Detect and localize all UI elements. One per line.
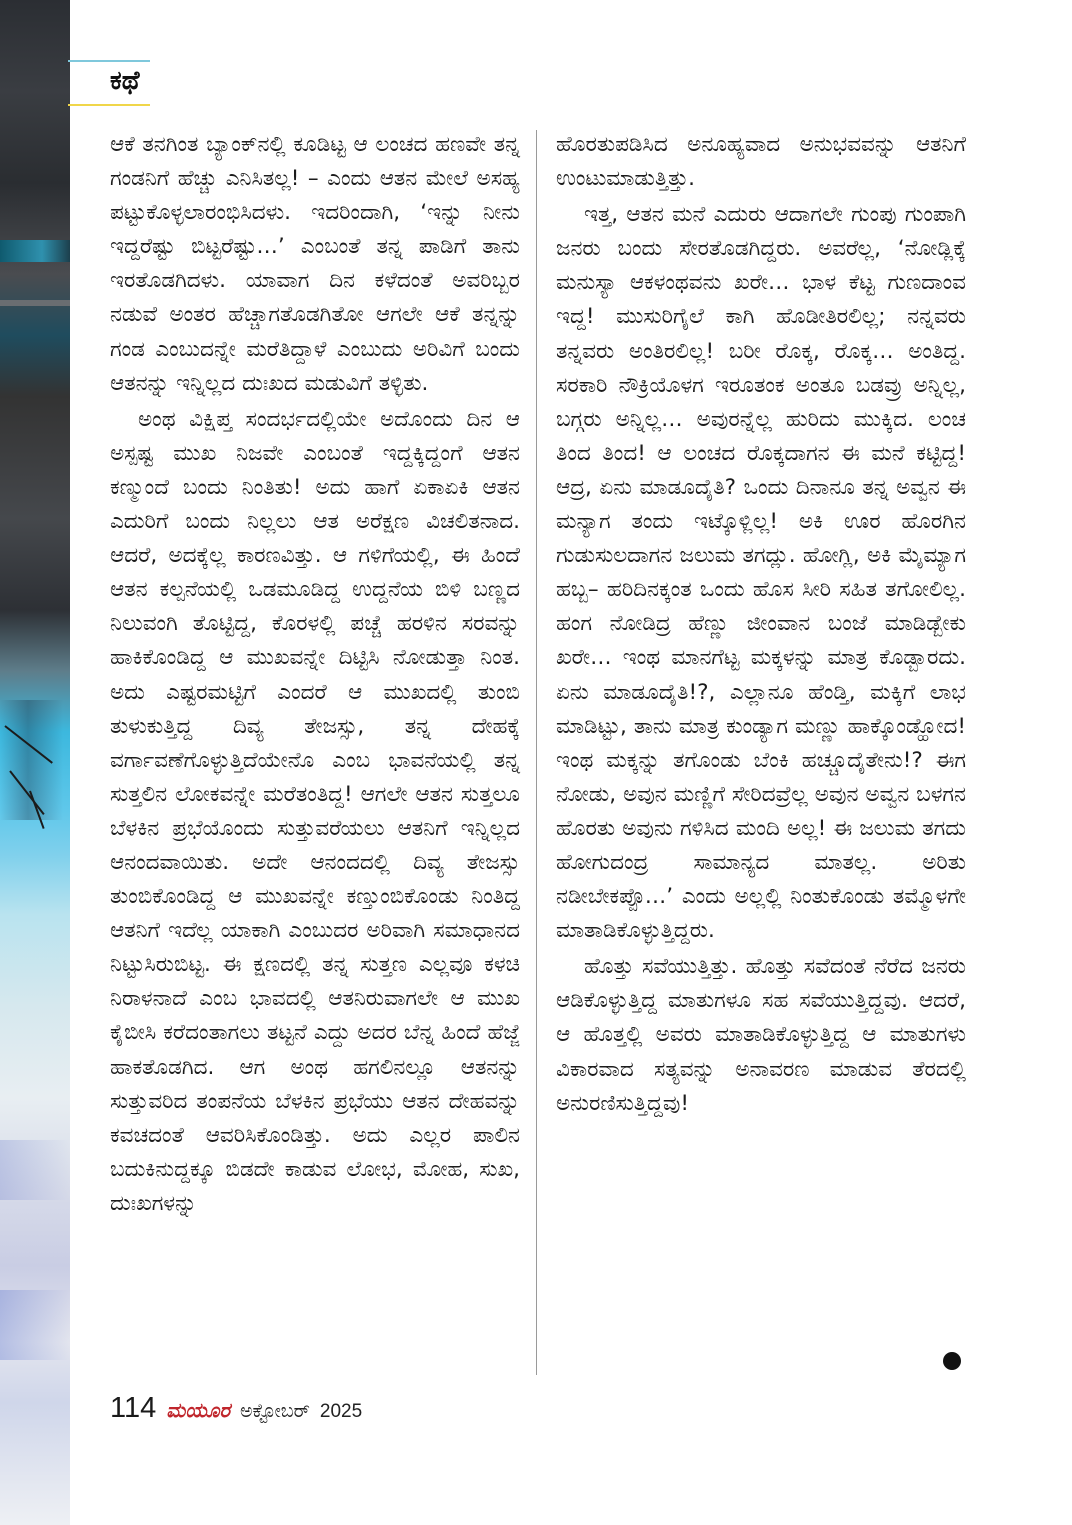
- decorative-artwork-strip: [0, 0, 70, 1525]
- issue-year: 2025: [319, 1401, 363, 1422]
- header-rule-bottom: [68, 104, 150, 106]
- article-column-right: [556, 128, 966, 1121]
- art-streak: [0, 240, 70, 262]
- paragraph: ಅಂಥ ವಿಕ್ಷಿಪ್ತ ಸಂದರ್ಭದಲ್ಲಿಯೇ ಅದೊಂದು ದಿನ ಆ ಅಸ್ಪಷ್ಟ ಮುಖ ನಿಜವೇ ಎಂಬಂತೆ ಇದ್ದಕ್ಕಿದ್ದಂಗೆ ಆತನ ಕಣ್ಮುಂದೆ ಬಂದು ನಿಂತಿತು! ಅದು ಹಾಗೆ ಏಕಾಏಕಿ ಆತನ ಎದುರಿಗೆ ಬಂದು ನಿಲ್ಲಲು ಆತ ಅರೆಕ್ಷಣ ವಿಚಲಿತನಾದ. ಆದರೆ, ಅದಕ್ಕೆಲ್ಲ ಕಾರಣವಿತ್ತು. ಆ ಗಳಿಗೆಯಲ್ಲಿ, ಈ ಹಿಂದೆ ಆತನ ಕಲ್ಪನೆಯಲ್ಲಿ ಒಡಮೂಡಿದ್ದ ಉದ್ದನೆಯ ಬಿಳಿ ಬಣ್ಣದ ನಿಲುವಂಗಿ ತೊಟ್ಟಿದ್ದ, ಕೊರಳಲ್ಲಿ ಪಚ್ಚೆ ಹರಳಿನ ಸರವನ್ನು ಹಾಕಿಕೊಂಡಿದ್ದ ಆ ಮುಖವನ್ನೇ ದಿಟ್ಟಿಸಿ ನೋಡುತ್ತಾ ನಿಂತ. ಅದು ಎಷ್ಟರಮಟ್ಟಿಗೆ ಎಂದರೆ ಆ ಮುಖದಲ್ಲಿ ತುಂಬಿ ತುಳುಕುತ್ತಿದ್ದ ದಿವ್ಯ ತೇಜಸ್ಸು, ತನ್ನ ದೇಹಕ್ಕೆ ವರ್ಗಾವಣೆಗೊಳ್ಳುತ್ತಿದೆಯೇನೊ ಎಂಬ ಭಾವನೆಯಲ್ಲಿ ತನ್ನ ಸುತ್ತಲಿನ ಲೋಕವನ್ನೇ ಮರೆತಂತಿದ್ದ! ಆಗಲೇ ಆತನ ಸುತ್ತಲೂ ಬೆಳಕಿನ ಪ್ರಭೆಯೊಂದು ಸುತ್ತುವರೆಯಲು ಆತನಿಗೆ ಇನ್ನಿಲ್ಲದ ಆನಂದವಾಯಿತು. ಅದೇ ಆನಂದದಲ್ಲಿ ದಿವ್ಯ ತೇಜಸ್ಸು ತುಂಬಿಕೊಂಡಿದ್ದ ಆ ಮುಖವನ್ನೇ ಕಣ್ತುಂಬಿಕೊಂಡು ನಿಂತಿದ್ದ ಆತನಿಗೆ ಇದೆಲ್ಲ ಯಾಕಾಗಿ ಎಂಬುದರ ಅರಿವಾಗಿ ಸಮಾಧಾನದ ನಿಟ್ಟುಸಿರುಬಿಟ್ಟ. ಈ ಕ್ಷಣದಲ್ಲಿ ತನ್ನ ಸುತ್ತಣ ಎಲ್ಲವೂ ಕಳಚಿ ನಿರಾಳನಾದೆ ಎಂಬ ಭಾವದಲ್ಲಿ ಆತನಿರುವಾಗಲೇ ಆ ಮುಖ ಕೈಬೀಸಿ ಕರೆದಂತಾಗಲು ತಟ್ಟನೆ ಎದ್ದು ಅದರ ಬೆನ್ನ ಹಿಂದೆ ಹೆಜ್ಜೆ ಹಾಕತೊಡಗಿದ. ಆಗ ಅಂಥ ಹಗಲಿನಲ್ಲೂ ಆತನನ್ನು ಸುತ್ತುವರಿದ ತಂಪನೆಯ ಬೆಳಕಿನ ಪ್ರಭೆಯು ಆತನ ದೇಹವನ್ನು ಕವಚದಂತೆ ಆವರಿಸಿಕೊಂಡಿತ್ತು. ಅದು ಎಲ್ಲರ ಪಾಲಿನ ಬದುಕಿನುದ್ದಕ್ಕೂ ಬಿಡದೇ ಕಾಡುವ ಲೋಭ, ಮೋಹ, ಸುಖ, ದುಃಖಗಳನ್ನು: [110, 406, 520, 1216]
- section-label: ಕಥೆ: [110, 66, 140, 96]
- paragraph: ಆಕೆ ತನಗಿಂತ ಬ್ಯಾಂಕ್‌ನಲ್ಲಿ ಕೂಡಿಟ್ಟ ಆ ಲಂಚದ ಹಣವೇ ತನ್ನ ಗಂಡನಿಗೆ ಹೆಚ್ಚು ಎನಿಸಿತಲ್ಲ! – ಎಂದು ಆತನ ಮೇಲೆ ಅಸಹ್ಯ ಪಟ್ಟುಕೊಳ್ಳಲಾರಂಭಿಸಿದಳು. ಇದರಿಂದಾಗಿ, ‘ಇನ್ನು ನೀನು ಇದ್ದರೆಷ್ಟು ಬಿಟ್ಟರೆಷ್ಟು…’ ಎಂಬಂತೆ ತನ್ನ ಪಾಡಿಗೆ ತಾನು ಇರತೊಡಗಿದಳು. ಯಾವಾಗ ದಿನ ಕಳೆದಂತೆ ಅವರಿಬ್ಬರ ನಡುವೆ ಅಂತರ ಹೆಚ್ಚಾಗತೊಡಗಿತೋ ಆಗಲೇ ಆಕೆ ತನ್ನನ್ನು ಗಂಡ ಎಂಬುದನ್ನೇ ಮರೆತಿದ್ದಾಳೆ ಎಂಬುದು ಅರಿವಿಗೆ ಬಂದು ಆತನನ್ನು ಇನ್ನಿಲ್ಲದ ದುಃಖದ ಮಡುವಿಗೆ ತಳ್ಳಿತು.: [110, 132, 520, 396]
- art-streak: [0, 300, 70, 306]
- article-column-left: [110, 128, 520, 1221]
- column-divider: [536, 130, 537, 1375]
- paragraph: ಇತ್ತ, ಆತನ ಮನೆ ಎದುರು ಆದಾಗಲೇ ಗುಂಪು ಗುಂಪಾಗಿ ಜನರು ಬಂದು ಸೇರತೊಡಗಿದ್ದರು. ಅವರೆಲ್ಲ, ‘ನೋಡ್ಲಿಕ್ಕೆ ಮನುಸ್ಯಾ ಆಕಳಂಥವನು ಖರೇ… ಭಾಳ ಕೆಟ್ಟ ಗುಣದಾಂವ ಇದ್ದ! ಮುಸುರಿಗೈಲೆ ಕಾಗಿ ಹೊಡೀತಿರಲಿಲ್ಲ; ನನ್ನವರು ತನ್ನವರು ಅಂತಿರಲಿಲ್ಲ! ಬರೀ ರೊಕ್ಕ, ರೊಕ್ಕ… ಅಂತಿದ್ದ. ಸರಕಾರಿ ನೌಕ್ರಿಯೊಳಗ ಇರೂತಂಕ ಅಂತೂ ಬಡವ್ರು ಅನ್ನಿಲ್ಲ, ಬಗ್ಗರು ಅನ್ನಿಲ್ಲ… ಅವುರನ್ನೆಲ್ಲ ಹುರಿದು ಮುಕ್ಕಿದ. ಲಂಚ ತಿಂದ ತಿಂದ! ಆ ಲಂಚದ ರೊಕ್ಕದಾಗನ ಈ ಮನೆ ಕಟ್ಟಿದ್ದ! ಆದ್ರ, ಏನು ಮಾಡೂದೈತಿ? ಒಂದು ದಿನಾನೂ ತನ್ನ ಅವ್ವನ ಈ ಮನ್ಯಾಗ ತಂದು ಇಟ್ಕೊಳ್ಲಿಲ್ಲ! ಅಕಿ ಊರ ಹೊರಗಿನ ಗುಡುಸುಲದಾಗನ ಜಲುಮ ತಗದ್ಲು. ಹೋಗ್ಲಿ, ಅಕಿ ಮೈಮ್ಯಾಗ ಹಬ್ಬ– ಹರಿದಿನಕ್ಕಂತ ಒಂದು ಹೊಸ ಸೀರಿ ಸಹಿತ ತಗೋಲಿಲ್ಲ. ಹಂಗ ನೋಡಿದ್ರ ಹೆಣ್ಣು ಜೀಂವಾನ ಬಂಜೆ ಮಾಡಿಡ್ಬೇಕು ಖರೇ… ಇಂಥ ಮಾನಗೆಟ್ಟ ಮಕ್ಕಳನ್ನು ಮಾತ್ರ ಕೊಡ್ಬಾರದು. ಏನು ಮಾಡೂದೈತಿ!?, ಎಲ್ಲಾನೂ ಹೆಂಡ್ತಿ, ಮಕ್ಕಿಗೆ ಲಾಭ ಮಾಡಿಟ್ಟು, ತಾನು ಮಾತ್ರ ಕುಂಡ್ಯಾಗ ಮಣ್ಣು ಹಾಕ್ಕೊಂಡ್ಹೋದ! ಇಂಥ ಮಕ್ಕನ್ನು ತಗೊಂಡು ಬೆಂಕಿ ಹಚ್ಚೂದೈತೇನು!? ಈಗ ನೋಡು, ಅವುನ ಮಣ್ಣಿಗೆ ಸೇರಿದವ್ರೆಲ್ಲ ಅವುನ ಅವ್ವನ ಬಳಗನ ಹೊರತು ಅವುನು ಗಳಿಸಿದ ಮಂದಿ ಅಲ್ಲ! ಈ ಜಲುಮ ತಗದು ಹೋಗುದಂದ್ರ ಸಾಮಾನ್ಯದ ಮಾತಲ್ಲ. ಅರಿತು ನಡೀಬೇಕಪ್ಪೊ…’ ಎಂದು ಅಲ್ಲಲ್ಲಿ ನಿಂತುಕೊಂಡು ತಮ್ಮೊಳಗೇ ಮಾತಾಡಿಕೊಳ್ಳುತ್ತಿದ್ದರು.: [556, 202, 966, 944]
- issue-month: ಅಕ್ಟೋಬರ್: [240, 1400, 310, 1422]
- header-rule-top: [68, 60, 150, 62]
- paragraph: ಹೊರತುಪಡಿಸಿದ ಅನೂಹ್ಯವಾದ ಅನುಭವವನ್ನು ಆತನಿಗೆ ಉಂಟುಮಾಡುತ್ತಿತ್ತು.: [556, 132, 966, 192]
- story-end-mark: [943, 1352, 961, 1370]
- magazine-logo: ಮಯೂರ: [166, 1398, 231, 1422]
- page-number: 114: [110, 1392, 157, 1424]
- art-streak: [0, 1290, 70, 1360]
- page-footer: [110, 1392, 362, 1432]
- art-streak: [0, 1140, 70, 1200]
- paragraph: ಹೊತ್ತು ಸವೆಯುತ್ತಿತ್ತು. ಹೊತ್ತು ಸವೆದಂತೆ ನೆರೆದ ಜನರು ಆಡಿಕೊಳ್ಳುತ್ತಿದ್ದ ಮಾತುಗಳೂ ಸಹ ಸವೆಯುತ್ತಿದ್ದವು. ಆದರೆ, ಆ ಹೊತ್ತಲ್ಲಿ ಅವರು ಮಾತಾಡಿಕೊಳ್ಳುತ್ತಿದ್ದ ಆ ಮಾತುಗಳು ವಿಕಾರವಾದ ಸತ್ಯವನ್ನು ಅನಾವರಣ ಮಾಡುವ ತೆರದಲ್ಲಿ ಅನುರಣಿಸುತ್ತಿದ್ದವು!: [556, 954, 966, 1116]
